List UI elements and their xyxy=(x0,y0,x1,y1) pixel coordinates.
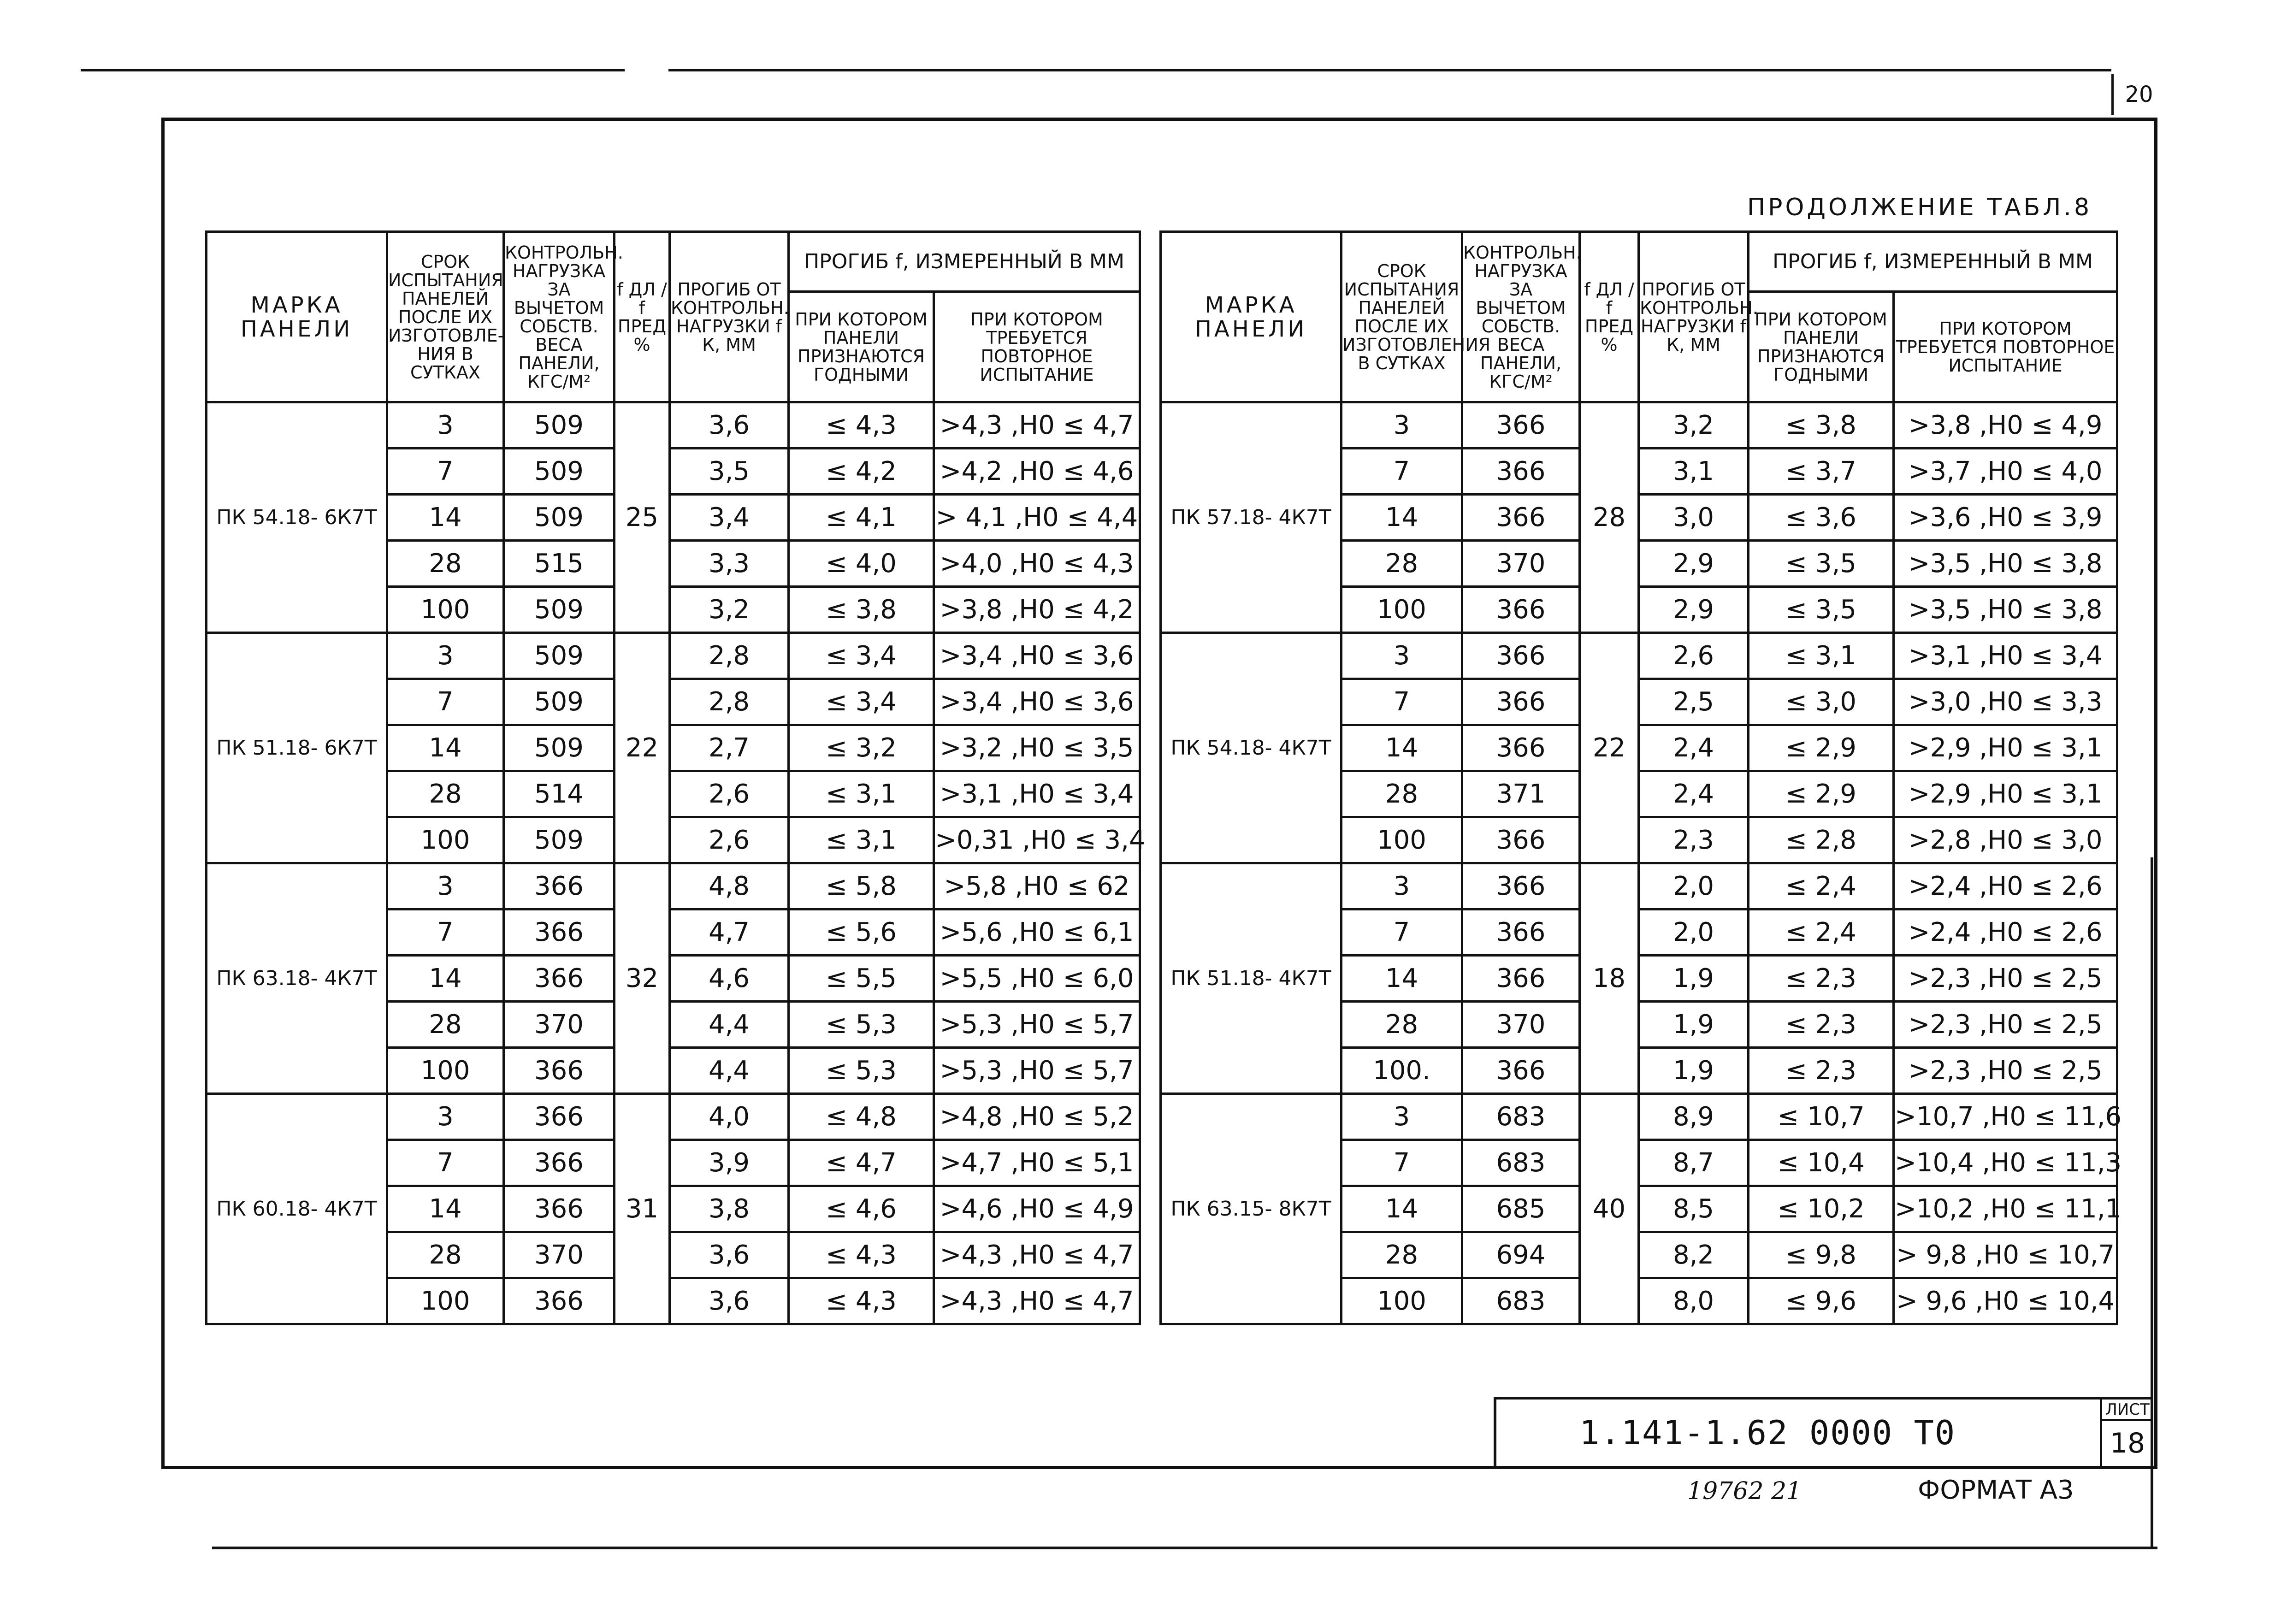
fit-limit: ≤ 10,2 xyxy=(1749,1186,1894,1232)
test-days: 3 xyxy=(1342,633,1462,679)
test-days: 28 xyxy=(1342,1232,1462,1278)
header-retest: ПРИ КОТОРОМ ТРЕБУЕТСЯ ПОВТОРНОЕ ИСПЫТАНИЕ xyxy=(934,292,1140,402)
test-days: 28 xyxy=(1342,541,1462,587)
retest-range: >3,4 ,Н0 ≤ 3,6 xyxy=(934,633,1140,679)
retest-range: >5,6 ,Н0 ≤ 6,1 xyxy=(934,909,1140,956)
control-deflection: 8,7 xyxy=(1639,1140,1749,1186)
control-deflection: 2,0 xyxy=(1639,909,1749,956)
control-load: 366 xyxy=(504,1140,615,1186)
control-load: 509 xyxy=(504,725,615,771)
control-load: 366 xyxy=(1462,449,1580,495)
fit-limit: ≤ 5,6 xyxy=(789,909,934,956)
test-days: 3 xyxy=(1342,402,1462,449)
control-load: 370 xyxy=(1462,1002,1580,1048)
control-load: 685 xyxy=(1462,1186,1580,1232)
retest-range: >2,4 ,Н0 ≤ 2,6 xyxy=(1894,863,2117,909)
retest-range: >3,7 ,Н0 ≤ 4,0 xyxy=(1894,449,2117,495)
control-deflection: 3,6 xyxy=(670,1232,789,1278)
stamp-bottom-rule xyxy=(161,1466,2157,1469)
header-ratio: f ДЛ / f ПРЕД % xyxy=(615,232,670,402)
control-deflection: 4,8 xyxy=(670,863,789,909)
control-load: 366 xyxy=(1462,909,1580,956)
control-load: 683 xyxy=(1462,1094,1580,1140)
document-code: 1.141-1.62 0000 Т0 xyxy=(1579,1413,1956,1452)
retest-range: >3,8 ,Н0 ≤ 4,2 xyxy=(934,587,1140,633)
panel-brand: ПК 63.15- 8К7Т xyxy=(1161,1094,1342,1324)
control-load: 366 xyxy=(504,1186,615,1232)
control-deflection: 3,8 xyxy=(670,1186,789,1232)
control-deflection: 3,6 xyxy=(670,1278,789,1324)
retest-range: >2,9 ,Н0 ≤ 3,1 xyxy=(1894,725,2117,771)
header-ratio: f ДЛ / f ПРЕД % xyxy=(1580,232,1639,402)
table-row xyxy=(1161,402,2117,449)
top-rule-right xyxy=(668,69,2111,71)
fit-limit: ≤ 2,3 xyxy=(1749,956,1894,1002)
fit-limit: ≤ 4,7 xyxy=(789,1140,934,1186)
control-load: 366 xyxy=(504,1278,615,1324)
retest-range: >10,7 ,Н0 ≤ 11,6 xyxy=(1894,1094,2117,1140)
test-days: 3 xyxy=(387,863,504,909)
header-load: КОНТРОЛЬН. НАГРУЗКА ЗА ВЫЧЕТОМ СОБСТВ. ВЕСА ПАНЕЛИ, КГС/М² xyxy=(504,232,615,402)
deflection-ratio: 28 xyxy=(1580,402,1639,633)
control-load: 366 xyxy=(1462,863,1580,909)
fit-limit: ≤ 3,1 xyxy=(1749,633,1894,679)
test-days: 100. xyxy=(1342,1048,1462,1094)
retest-range: >5,3 ,Н0 ≤ 5,7 xyxy=(934,1002,1140,1048)
retest-range: > 4,1 ,Н0 ≤ 4,4 xyxy=(934,495,1140,541)
control-load: 683 xyxy=(1462,1140,1580,1186)
retest-range: >3,5 ,Н0 ≤ 3,8 xyxy=(1894,541,2117,587)
retest-range: >2,4 ,Н0 ≤ 2,6 xyxy=(1894,909,2117,956)
test-days: 100 xyxy=(387,1278,504,1324)
control-deflection: 3,9 xyxy=(670,1140,789,1186)
test-days: 100 xyxy=(1342,1278,1462,1324)
test-days: 28 xyxy=(387,1232,504,1278)
test-days: 3 xyxy=(1342,1094,1462,1140)
retest-range: >4,3 ,Н0 ≤ 4,7 xyxy=(934,1232,1140,1278)
retest-range: >3,0 ,Н0 ≤ 3,3 xyxy=(1894,679,2117,725)
panel-brand: ПК 51.18- 6К7Т xyxy=(207,633,387,863)
table-row xyxy=(1161,1094,2117,1140)
control-deflection: 4,0 xyxy=(670,1094,789,1140)
fit-limit: ≤ 3,4 xyxy=(789,679,934,725)
panel-brand: ПК 51.18- 4К7Т xyxy=(1161,863,1342,1094)
control-load: 366 xyxy=(1462,495,1580,541)
control-deflection: 3,2 xyxy=(670,587,789,633)
retest-range: >0,31 ,Н0 ≤ 3,4 xyxy=(934,817,1140,863)
control-deflection: 3,1 xyxy=(1639,449,1749,495)
header-fk: ПРОГИБ ОТ КОНТРОЛЬН. НАГРУЗКИ f К, ММ xyxy=(670,232,789,402)
control-load: 366 xyxy=(504,863,615,909)
control-load: 366 xyxy=(504,956,615,1002)
header-fit: ПРИ КОТОРОМ ПАНЕЛИ ПРИЗНАЮТСЯ ГОДНЫМИ xyxy=(789,292,934,402)
fit-limit: ≤ 3,0 xyxy=(1749,679,1894,725)
fit-limit: ≤ 4,3 xyxy=(789,1232,934,1278)
header-fk: ПРОГИБ ОТ КОНТРОЛЬН. НАГРУЗКИ f К, ММ xyxy=(1639,232,1749,402)
retest-range: >3,1 ,Н0 ≤ 3,4 xyxy=(1894,633,2117,679)
test-days: 14 xyxy=(1342,495,1462,541)
retest-range: >3,4 ,Н0 ≤ 3,6 xyxy=(934,679,1140,725)
test-days: 100 xyxy=(387,1048,504,1094)
control-deflection: 2,3 xyxy=(1639,817,1749,863)
header-fit: ПРИ КОТОРОМ ПАНЕЛИ ПРИЗНАЮТСЯ ГОДНЫМИ xyxy=(1749,292,1894,402)
test-days: 28 xyxy=(387,541,504,587)
control-load: 509 xyxy=(504,449,615,495)
control-deflection: 3,3 xyxy=(670,541,789,587)
panel-brand: ПК 60.18- 4К7Т xyxy=(207,1094,387,1324)
retest-range: >2,3 ,Н0 ≤ 2,5 xyxy=(1894,1048,2117,1094)
retest-range: > 9,8 ,Н0 ≤ 10,7 xyxy=(1894,1232,2117,1278)
control-load: 370 xyxy=(504,1002,615,1048)
fit-limit: ≤ 3,8 xyxy=(789,587,934,633)
left-table-body xyxy=(207,402,1146,1324)
panel-brand: ПК 54.18- 6К7Т xyxy=(207,402,387,633)
retest-range: >2,8 ,Н0 ≤ 3,0 xyxy=(1894,817,2117,863)
fit-limit: ≤ 5,3 xyxy=(789,1002,934,1048)
retest-range: >2,3 ,Н0 ≤ 2,5 xyxy=(1894,956,2117,1002)
table-row xyxy=(1161,863,2117,909)
control-deflection: 1,9 xyxy=(1639,1002,1749,1048)
control-deflection: 2,6 xyxy=(670,817,789,863)
control-deflection: 4,4 xyxy=(670,1048,789,1094)
control-deflection: 3,0 xyxy=(1639,495,1749,541)
control-deflection: 3,6 xyxy=(670,402,789,449)
deflection-ratio: 32 xyxy=(615,863,670,1094)
table-caption: ПРОДОЛЖЕНИЕ ТАБЛ.8 xyxy=(1747,194,2092,221)
fit-limit: ≤ 4,0 xyxy=(789,541,934,587)
fit-limit: ≤ 2,4 xyxy=(1749,909,1894,956)
control-load: 366 xyxy=(1462,1048,1580,1094)
control-load: 371 xyxy=(1462,771,1580,817)
fit-limit: ≤ 5,5 xyxy=(789,956,934,1002)
control-deflection: 2,9 xyxy=(1639,541,1749,587)
sheet-number: 18 xyxy=(2110,1427,2145,1459)
test-days: 14 xyxy=(387,725,504,771)
left-table xyxy=(205,230,1146,1325)
retest-range: >3,1 ,Н0 ≤ 3,4 xyxy=(934,771,1140,817)
test-days: 100 xyxy=(387,587,504,633)
test-days: 100 xyxy=(1342,817,1462,863)
control-deflection: 1,9 xyxy=(1639,956,1749,1002)
right-table-body xyxy=(1161,402,2122,1324)
test-days: 28 xyxy=(1342,1002,1462,1048)
control-load: 509 xyxy=(504,633,615,679)
control-deflection: 2,8 xyxy=(670,633,789,679)
fit-limit: ≤ 9,8 xyxy=(1749,1232,1894,1278)
retest-range: >4,8 ,Н0 ≤ 5,2 xyxy=(934,1094,1140,1140)
format-label: ФОРМАТ А3 xyxy=(1918,1475,2074,1505)
title-block xyxy=(1494,1397,2123,1466)
control-load: 366 xyxy=(1462,817,1580,863)
fit-limit: ≤ 5,8 xyxy=(789,863,934,909)
sheet-label: ЛИСТ xyxy=(2102,1400,2153,1421)
test-days: 100 xyxy=(1342,587,1462,633)
test-days: 7 xyxy=(1342,449,1462,495)
table-row xyxy=(207,863,1140,909)
fit-limit: ≤ 2,3 xyxy=(1749,1048,1894,1094)
test-days: 14 xyxy=(1342,725,1462,771)
deflection-ratio: 25 xyxy=(615,402,670,633)
header-measured: ПРОГИБ f, ИЗМЕРЕННЫЙ В ММ xyxy=(1749,232,2117,292)
test-days: 28 xyxy=(387,771,504,817)
bottom-rule xyxy=(212,1547,2157,1549)
control-deflection: 2,0 xyxy=(1639,863,1749,909)
retest-range: >10,4 ,Н0 ≤ 11,3 xyxy=(1894,1140,2117,1186)
header-marka: МАРКА ПАНЕЛИ xyxy=(207,232,387,402)
test-days: 3 xyxy=(387,1094,504,1140)
fit-limit: ≤ 3,8 xyxy=(1749,402,1894,449)
control-deflection: 3,5 xyxy=(670,449,789,495)
retest-range: >4,2 ,Н0 ≤ 4,6 xyxy=(934,449,1140,495)
deflection-ratio: 40 xyxy=(1580,1094,1639,1324)
control-load: 514 xyxy=(504,771,615,817)
fit-limit: ≤ 4,1 xyxy=(789,495,934,541)
control-load: 515 xyxy=(504,541,615,587)
fit-limit: ≤ 3,5 xyxy=(1749,587,1894,633)
top-rule-left xyxy=(81,69,625,71)
header-marka: МАРКА ПАНЕЛИ xyxy=(1161,232,1342,402)
test-days: 3 xyxy=(387,402,504,449)
fit-limit: ≤ 2,4 xyxy=(1749,863,1894,909)
control-deflection: 2,7 xyxy=(670,725,789,771)
control-load: 366 xyxy=(504,1048,615,1094)
test-days: 7 xyxy=(1342,1140,1462,1186)
control-deflection: 8,5 xyxy=(1639,1186,1749,1232)
control-deflection: 2,8 xyxy=(670,679,789,725)
test-days: 3 xyxy=(1342,863,1462,909)
retest-range: >4,6 ,Н0 ≤ 4,9 xyxy=(934,1186,1140,1232)
panel-brand: ПК 63.18- 4К7Т xyxy=(207,863,387,1094)
control-deflection: 8,2 xyxy=(1639,1232,1749,1278)
retest-range: >3,6 ,Н0 ≤ 3,9 xyxy=(1894,495,2117,541)
fit-limit: ≤ 2,9 xyxy=(1749,725,1894,771)
retest-range: >10,2 ,Н0 ≤ 11,1 xyxy=(1894,1186,2117,1232)
control-load: 366 xyxy=(1462,956,1580,1002)
header-load: КОНТРОЛЬН. НАГРУЗКА ЗА ВЫЧЕТОМ СОБСТВ. ВЕСА ПАНЕЛИ, КГС/М² xyxy=(1462,232,1580,402)
handwritten-note: 19762 21 xyxy=(1687,1477,1802,1505)
retest-range: >4,3 ,Н0 ≤ 4,7 xyxy=(934,402,1140,449)
retest-range: >5,8 ,Н0 ≤ 62 xyxy=(934,863,1140,909)
control-load: 366 xyxy=(1462,402,1580,449)
control-deflection: 2,6 xyxy=(1639,633,1749,679)
test-days: 28 xyxy=(1342,771,1462,817)
retest-range: >5,5 ,Н0 ≤ 6,0 xyxy=(934,956,1140,1002)
fit-limit: ≤ 3,6 xyxy=(1749,495,1894,541)
control-load: 694 xyxy=(1462,1232,1580,1278)
retest-range: >3,8 ,Н0 ≤ 4,9 xyxy=(1894,402,2117,449)
test-days: 7 xyxy=(1342,679,1462,725)
test-days: 28 xyxy=(387,1002,504,1048)
control-load: 509 xyxy=(504,679,615,725)
control-deflection: 2,4 xyxy=(1639,725,1749,771)
control-load: 509 xyxy=(504,817,615,863)
fit-limit: ≤ 4,3 xyxy=(789,402,934,449)
control-deflection: 4,4 xyxy=(670,1002,789,1048)
retest-range: > 9,6 ,Н0 ≤ 10,4 xyxy=(1894,1278,2117,1324)
sheet-corner-number: 20 xyxy=(2111,74,2164,115)
fit-limit: ≤ 3,5 xyxy=(1749,541,1894,587)
fit-limit: ≤ 3,1 xyxy=(789,817,934,863)
test-days: 7 xyxy=(387,449,504,495)
control-deflection: 2,5 xyxy=(1639,679,1749,725)
test-days: 7 xyxy=(387,1140,504,1186)
control-load: 366 xyxy=(1462,587,1580,633)
control-deflection: 3,2 xyxy=(1639,402,1749,449)
control-load: 509 xyxy=(504,495,615,541)
panel-brand: ПК 57.18- 4К7Т xyxy=(1161,402,1342,633)
control-load: 366 xyxy=(1462,633,1580,679)
deflection-ratio: 18 xyxy=(1580,863,1639,1094)
fit-limit: ≤ 2,9 xyxy=(1749,771,1894,817)
header-srok: СРОК ИСПЫТАНИЯ ПАНЕЛЕЙ ПОСЛЕ ИХ ИЗГОТОВЛЕ- НИЯ В СУТКАХ xyxy=(387,232,504,402)
fit-limit: ≤ 3,4 xyxy=(789,633,934,679)
retest-range: >2,9 ,Н0 ≤ 3,1 xyxy=(1894,771,2117,817)
fit-limit: ≤ 2,8 xyxy=(1749,817,1894,863)
control-deflection: 4,6 xyxy=(670,956,789,1002)
panel-brand: ПК 54.18- 4К7Т xyxy=(1161,633,1342,863)
control-load: 509 xyxy=(504,402,615,449)
control-load: 370 xyxy=(1462,541,1580,587)
fit-limit: ≤ 4,2 xyxy=(789,449,934,495)
control-load: 370 xyxy=(504,1232,615,1278)
fit-limit: ≤ 3,7 xyxy=(1749,449,1894,495)
test-days: 14 xyxy=(387,1186,504,1232)
fit-limit: ≤ 9,6 xyxy=(1749,1278,1894,1324)
control-load: 366 xyxy=(1462,679,1580,725)
test-days: 100 xyxy=(387,817,504,863)
table-row xyxy=(207,402,1140,449)
test-days: 14 xyxy=(1342,956,1462,1002)
test-days: 7 xyxy=(387,909,504,956)
fit-limit: ≤ 10,4 xyxy=(1749,1140,1894,1186)
test-days: 14 xyxy=(387,495,504,541)
retest-range: >4,7 ,Н0 ≤ 5,1 xyxy=(934,1140,1140,1186)
retest-range: >3,2 ,Н0 ≤ 3,5 xyxy=(934,725,1140,771)
deflection-ratio: 22 xyxy=(615,633,670,863)
test-days: 14 xyxy=(387,956,504,1002)
test-days: 7 xyxy=(1342,909,1462,956)
fit-limit: ≤ 4,8 xyxy=(789,1094,934,1140)
retest-range: >5,3 ,Н0 ≤ 5,7 xyxy=(934,1048,1140,1094)
fit-limit: ≤ 4,3 xyxy=(789,1278,934,1324)
retest-range: >3,5 ,Н0 ≤ 3,8 xyxy=(1894,587,2117,633)
table-row xyxy=(207,633,1140,679)
control-deflection: 2,6 xyxy=(670,771,789,817)
table-row xyxy=(1161,633,2117,679)
control-deflection: 8,0 xyxy=(1639,1278,1749,1324)
test-days: 3 xyxy=(387,633,504,679)
control-load: 366 xyxy=(1462,725,1580,771)
test-days: 7 xyxy=(387,679,504,725)
retest-range: >2,3 ,Н0 ≤ 2,5 xyxy=(1894,1002,2117,1048)
fit-limit: ≤ 10,7 xyxy=(1749,1094,1894,1140)
control-load: 683 xyxy=(1462,1278,1580,1324)
control-load: 366 xyxy=(504,909,615,956)
deflection-ratio: 22 xyxy=(1580,633,1639,863)
right-table xyxy=(1159,230,2122,1325)
control-load: 509 xyxy=(504,587,615,633)
control-deflection: 3,4 xyxy=(670,495,789,541)
control-deflection: 2,4 xyxy=(1639,771,1749,817)
fit-limit: ≤ 4,6 xyxy=(789,1186,934,1232)
header-measured: ПРОГИБ f, ИЗМЕРЕННЫЙ В ММ xyxy=(789,232,1140,292)
fit-limit: ≤ 2,3 xyxy=(1749,1002,1894,1048)
header-srok: СРОК ИСПЫТАНИЯ ПАНЕЛЕЙ ПОСЛЕ ИХ ИЗГОТОВЛЕНИЯ В СУТКАХ xyxy=(1342,232,1462,402)
fit-limit: ≤ 3,2 xyxy=(789,725,934,771)
header-retest: ПРИ КОТОРОМ ТРЕБУЕТСЯ ПОВТОРНОЕ ИСПЫТАНИЕ xyxy=(1894,292,2117,402)
control-deflection: 4,7 xyxy=(670,909,789,956)
table-row xyxy=(207,1094,1140,1140)
retest-range: >4,0 ,Н0 ≤ 4,3 xyxy=(934,541,1140,587)
fit-limit: ≤ 5,3 xyxy=(789,1048,934,1094)
deflection-ratio: 31 xyxy=(615,1094,670,1324)
retest-range: >4,3 ,Н0 ≤ 4,7 xyxy=(934,1278,1140,1324)
test-days: 14 xyxy=(1342,1186,1462,1232)
control-deflection: 1,9 xyxy=(1639,1048,1749,1094)
fit-limit: ≤ 3,1 xyxy=(789,771,934,817)
sheet-number-box xyxy=(2100,1397,2151,1466)
control-load: 366 xyxy=(504,1094,615,1140)
control-deflection: 8,9 xyxy=(1639,1094,1749,1140)
control-deflection: 2,9 xyxy=(1639,587,1749,633)
